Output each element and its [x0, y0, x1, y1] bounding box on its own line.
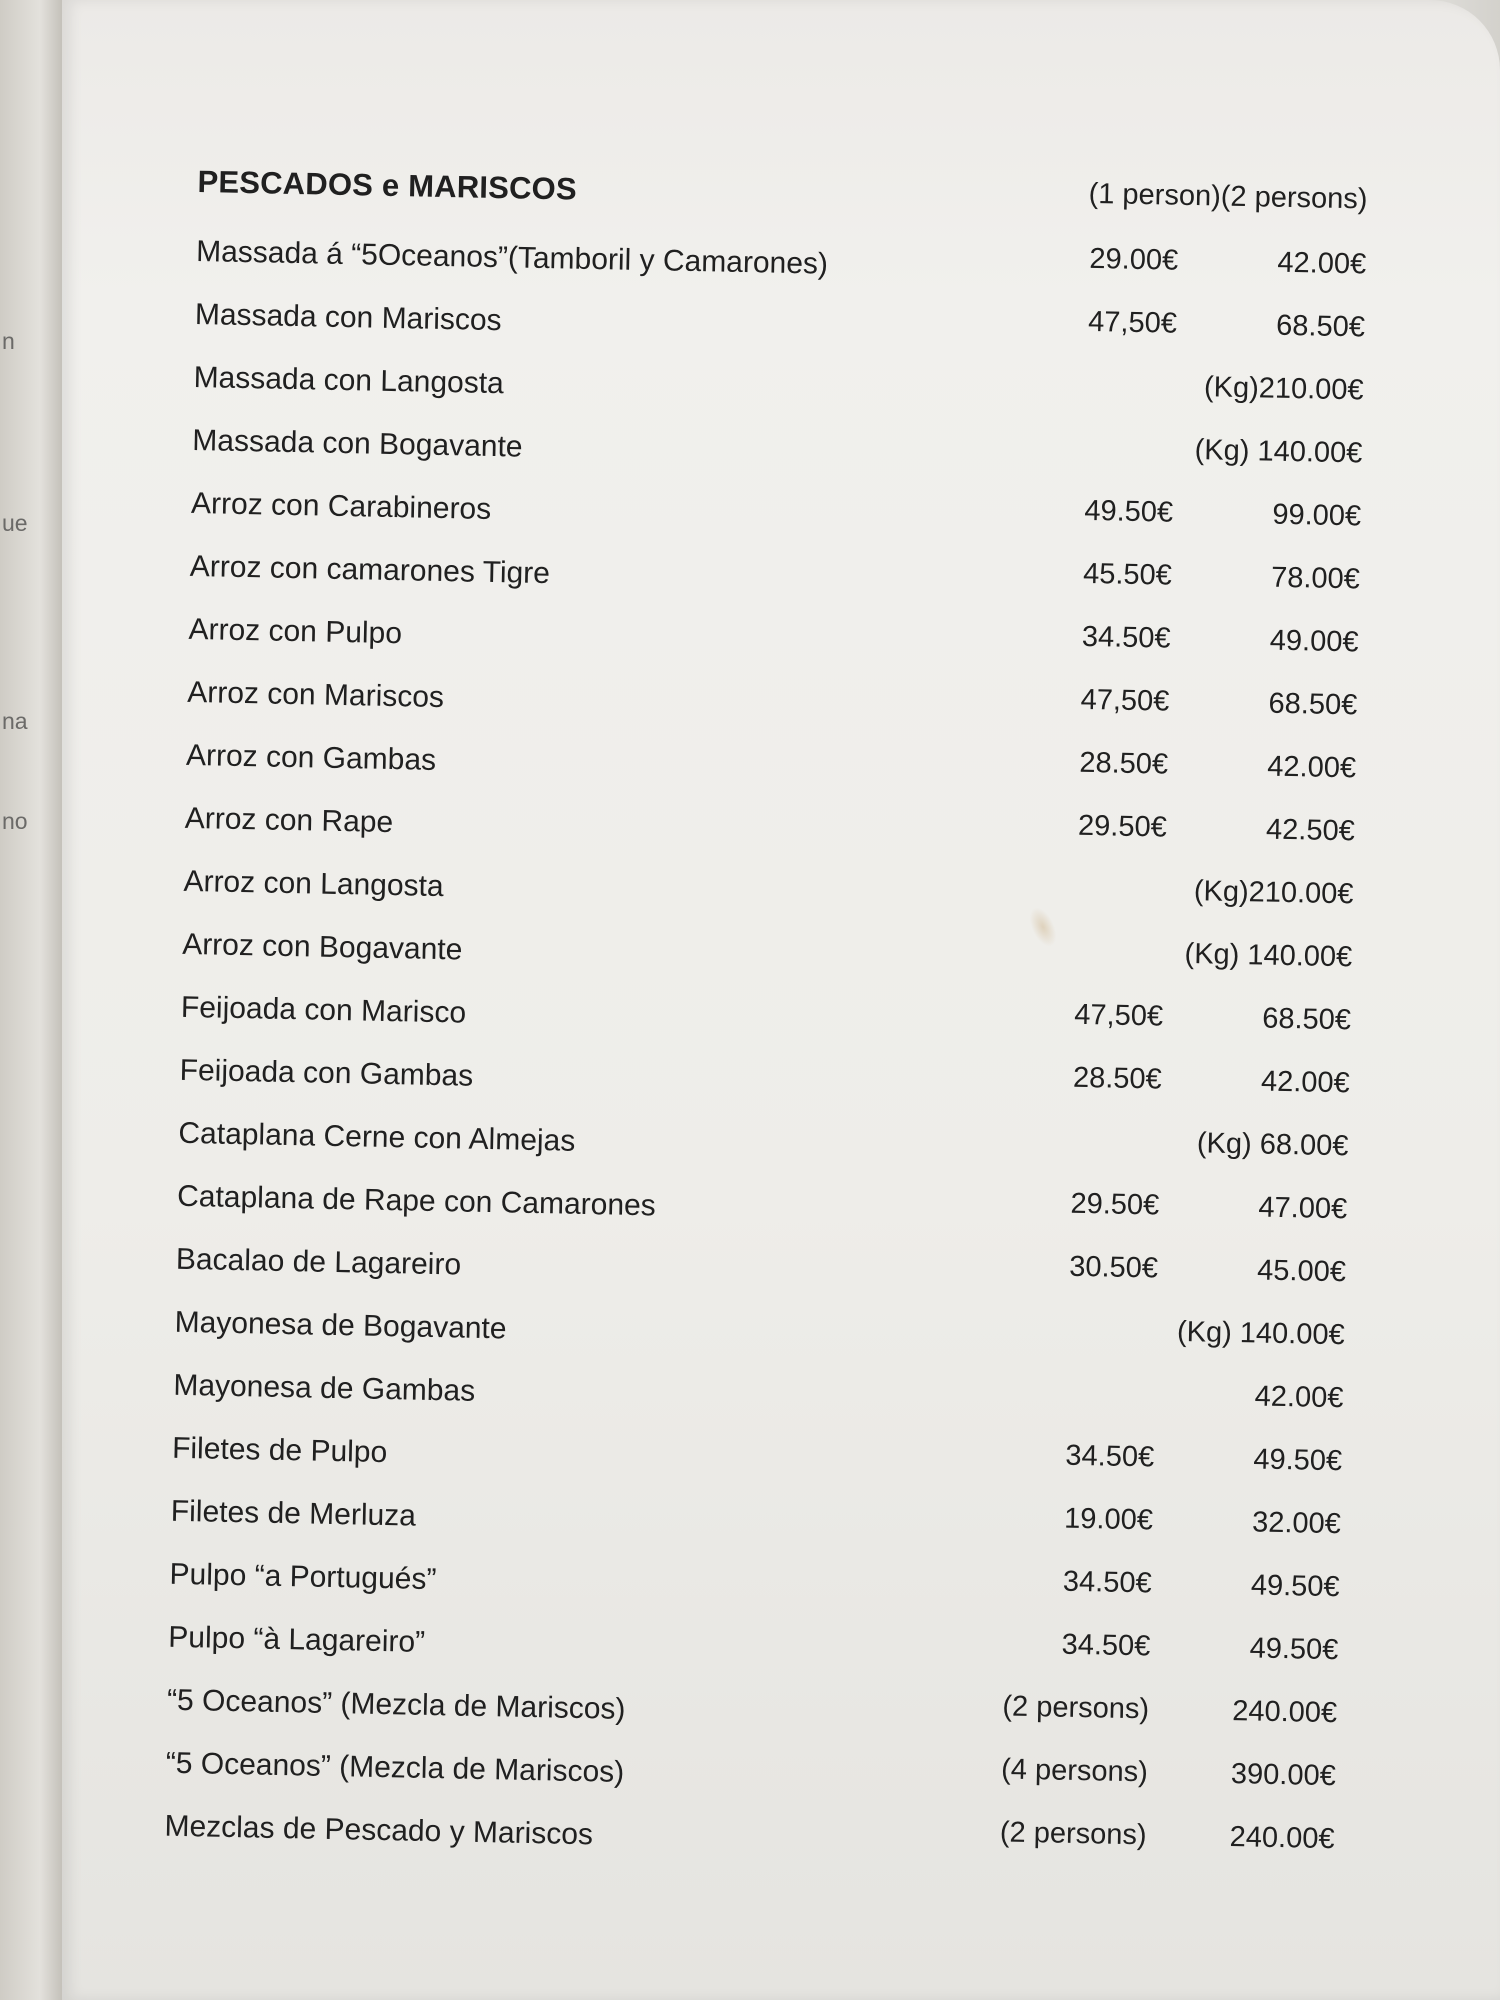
- menu-item-price-two-persons: 68.50€: [1261, 1002, 1352, 1037]
- menu-item-price-one-person: 47,50€: [1087, 305, 1178, 340]
- menu-item-price-two-persons: 32.00€: [1251, 1506, 1342, 1541]
- menu-item-name: Mezclas de Pescado y Mariscos: [164, 1809, 594, 1852]
- menu-item-name: Filetes de Merluza: [170, 1494, 417, 1533]
- menu-item-price-two-persons: 49.50€: [1250, 1569, 1340, 1604]
- menu-item-name: Arroz con camarones Tigre: [189, 549, 551, 591]
- left-page-fragment: no: [2, 808, 28, 834]
- menu-item-name: Bacalao de Lagareiro: [175, 1242, 462, 1282]
- menu-item-price-two-persons: (Kg) 140.00€: [1184, 937, 1353, 974]
- menu-item-price-one-person: 19.00€: [1063, 1502, 1154, 1537]
- menu-item-price-two-persons: 68.50€: [1268, 687, 1358, 722]
- menu-item-price-one-person: (4 persons): [1000, 1753, 1149, 1789]
- left-page-fragment: ue: [2, 510, 28, 536]
- menu-item-price-one-person: 28.50€: [1079, 746, 1169, 781]
- menu-item-name: Pulpo “à Lagareiro”: [168, 1620, 426, 1659]
- menu-item-price-one-person: (2 persons): [999, 1816, 1147, 1852]
- menu-item-price-one-person: 34.50€: [1061, 1628, 1151, 1663]
- menu-item-price-two-persons: 42.00€: [1267, 750, 1357, 785]
- menu-item-price-one-person: 29.50€: [1070, 1187, 1160, 1222]
- menu-item-price-two-persons: 49.50€: [1253, 1443, 1343, 1478]
- left-page-fragment: na: [2, 708, 28, 734]
- menu-item-price-one-person: 47,50€: [1080, 683, 1170, 718]
- price-column-headers: (1 person)(2 persons): [1088, 177, 1368, 216]
- menu-item-price-two-persons: 78.00€: [1270, 561, 1361, 596]
- menu-item-price-two-persons: (Kg) 140.00€: [1194, 434, 1363, 470]
- menu-item-price-one-person: 29.00€: [1089, 242, 1179, 277]
- menu-item-price-two-persons: 42.00€: [1254, 1380, 1344, 1415]
- menu-item-name: Massada á “5Oceanos”(Tamboril y Camarones): [195, 234, 829, 281]
- menu-item-price-one-person: 28.50€: [1072, 1061, 1163, 1096]
- menu-item-name: Arroz con Carabineros: [190, 486, 492, 526]
- section-title: PESCADOS e MARISCOS: [197, 163, 578, 207]
- menu-item-price-two-persons: (Kg)210.00€: [1203, 371, 1364, 407]
- menu-item-name: Arroz con Langosta: [183, 864, 444, 904]
- menu-item-name: Pulpo “a Portugués”: [169, 1557, 437, 1597]
- menu-item-name: Arroz con Bogavante: [181, 927, 463, 967]
- menu-item-name: Cataplana Cerne con Almejas: [178, 1116, 576, 1158]
- left-page-edge: [0, 0, 64, 2000]
- menu-item-price-one-person: 30.50€: [1068, 1250, 1159, 1285]
- menu-item-price-two-persons: 240.00€: [1231, 1695, 1338, 1730]
- menu-item-name: Arroz con Rape: [184, 801, 394, 840]
- menu-item-price-two-persons: 390.00€: [1230, 1758, 1337, 1793]
- menu-item-name: Cataplana de Rape con Camarones: [176, 1179, 657, 1223]
- menu-item-price-two-persons: 45.00€: [1256, 1254, 1347, 1289]
- menu-items-list: [164, 223, 1367, 1884]
- menu-item-price-two-persons: (Kg)210.00€: [1193, 875, 1354, 911]
- menu-item-name: “5 Oceanos” (Mezcla de Mariscos): [165, 1746, 625, 1789]
- menu-item-price-one-person: 45.50€: [1082, 557, 1173, 592]
- menu-item-name: Arroz con Mariscos: [186, 675, 445, 715]
- menu-item-name: Massada con Bogavante: [192, 423, 523, 464]
- menu-item-price-two-persons: 42.00€: [1277, 246, 1367, 281]
- menu-item-price-two-persons: 240.00€: [1229, 1821, 1335, 1856]
- menu-item-price-two-persons: 47.00€: [1258, 1191, 1348, 1226]
- menu-item-name: Arroz con Pulpo: [188, 612, 403, 651]
- menu-item-price-one-person: 34.50€: [1062, 1565, 1152, 1600]
- left-page-fragment: n: [2, 328, 15, 354]
- menu-item-name: Mayonesa de Gambas: [173, 1368, 476, 1408]
- menu-item-price-one-person: (2 persons): [1002, 1690, 1150, 1726]
- menu-section: [164, 160, 1368, 1884]
- menu-item-price-one-person: 34.50€: [1065, 1439, 1155, 1474]
- menu-item-name: Filetes de Pulpo: [171, 1431, 388, 1470]
- menu-item-price-two-persons: 42.00€: [1260, 1065, 1351, 1100]
- menu-item-price-two-persons: 49.00€: [1269, 624, 1359, 659]
- menu-item-name: Feijoada con Gambas: [179, 1053, 474, 1093]
- menu-item-price-one-person: 29.50€: [1077, 809, 1168, 844]
- menu-item-price-two-persons: 49.50€: [1249, 1632, 1339, 1667]
- menu-item-name: Massada con Mariscos: [194, 297, 502, 338]
- menu-item-price-two-persons: 99.00€: [1272, 498, 1362, 533]
- menu-item-price-one-person: 47,50€: [1073, 998, 1164, 1033]
- menu-item-price-two-persons: 42.50€: [1265, 813, 1356, 848]
- menu-item-name: Feijoada con Marisco: [180, 990, 467, 1030]
- menu-item-price-two-persons: (Kg) 140.00€: [1176, 1315, 1345, 1352]
- menu-item-name: “5 Oceanos” (Mezcla de Mariscos): [166, 1683, 626, 1726]
- menu-item-name: Mayonesa de Bogavante: [174, 1305, 507, 1346]
- menu-item-name: Arroz con Gambas: [185, 738, 437, 777]
- menu-item-price-one-person: 34.50€: [1081, 620, 1171, 655]
- menu-item-price-one-person: 49.50€: [1084, 494, 1174, 529]
- menu-item-price-two-persons: (Kg) 68.00€: [1196, 1127, 1349, 1163]
- menu-item-price-two-persons: 68.50€: [1275, 309, 1366, 344]
- menu-item-name: Massada con Langosta: [193, 360, 505, 401]
